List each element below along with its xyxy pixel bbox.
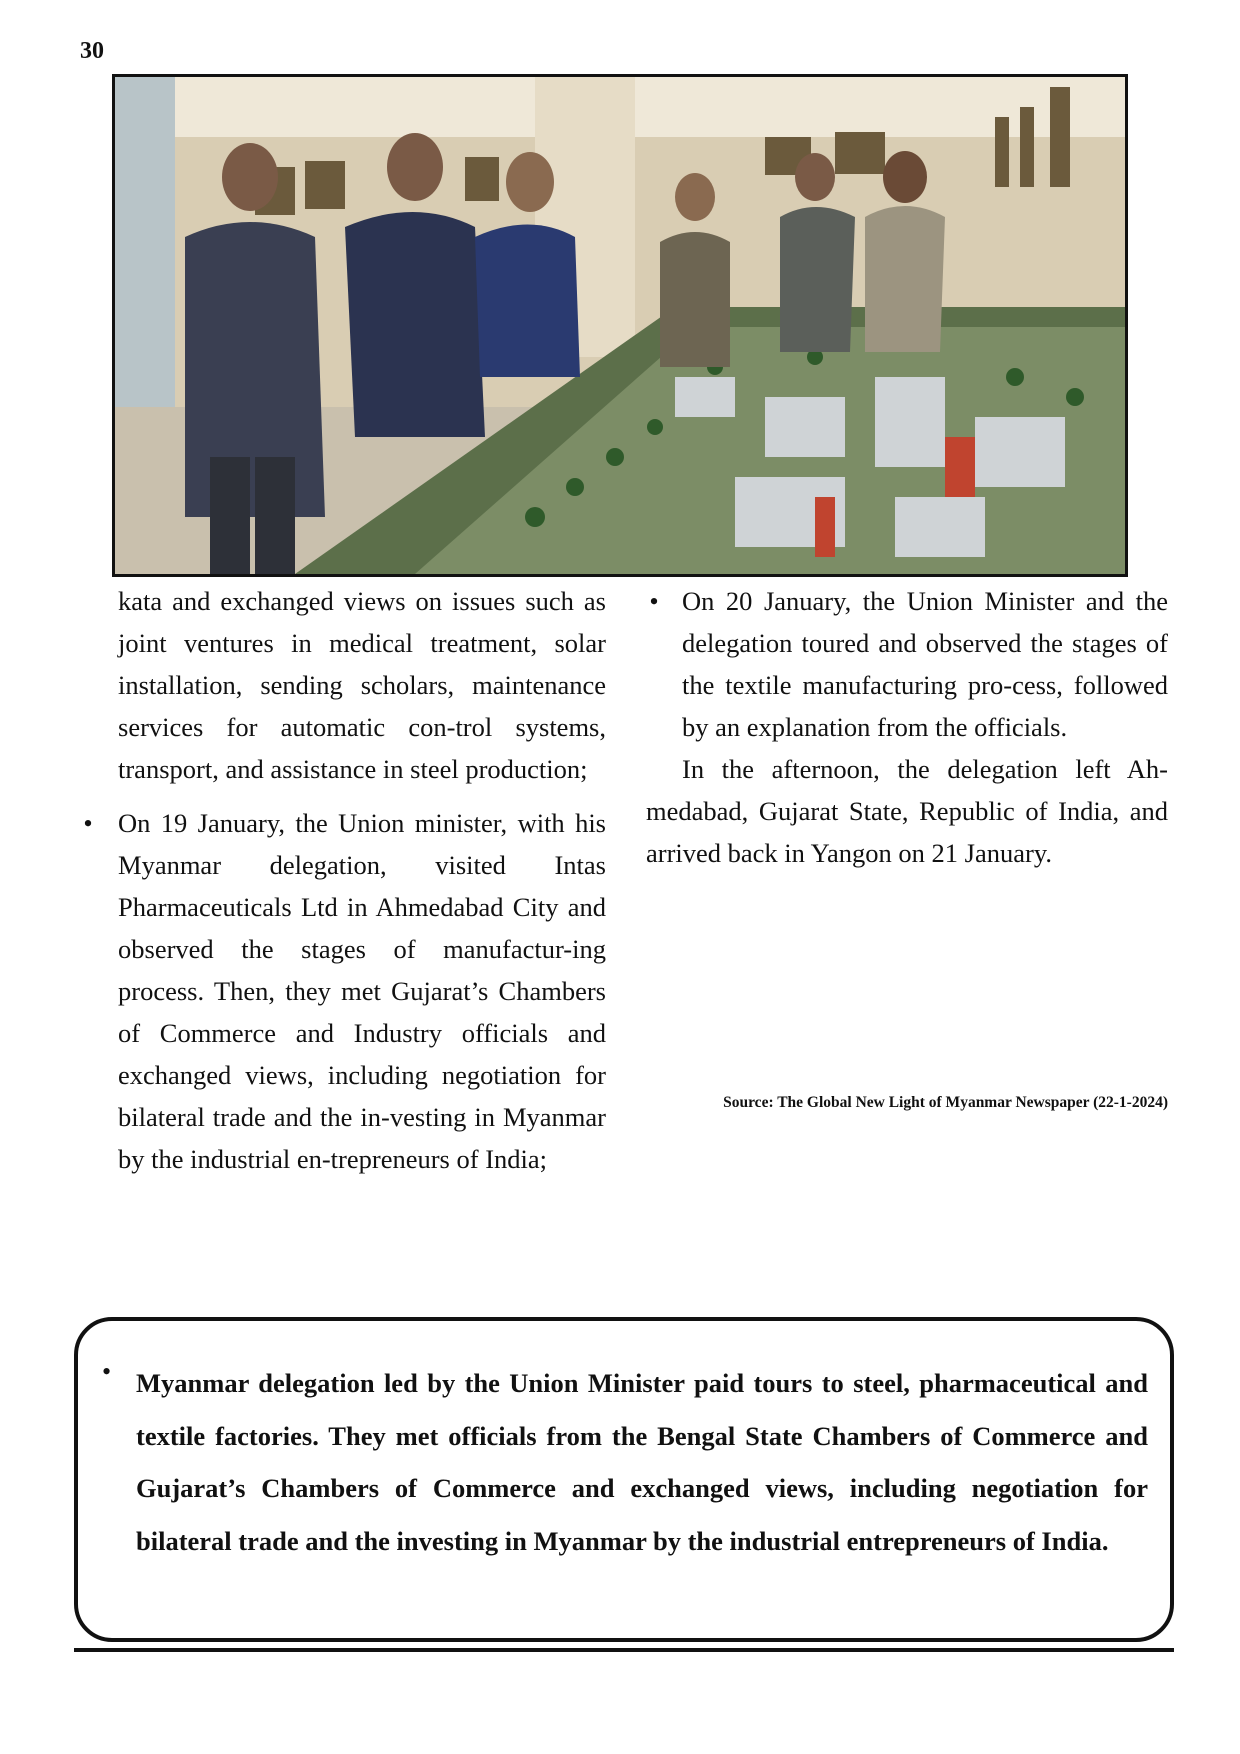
right-column (646, 580, 1168, 874)
left-column (83, 580, 606, 1180)
summary-text: Myanmar delegation led by the Union Minister paid tours to steel, pharmaceutical and textile factories. They met officials from the Bengal State Chambers of Commerce and Gujarat’s Chambers of Commerce and exchanged views, including negotiation for bilateral trade and the investing in Myanmar by the industrial entrepreneurs of India. (136, 1368, 1148, 1556)
bullet-icon: • (102, 1357, 112, 1386)
source-citation: Source: The Global New Light of Myanmar Newspaper (22-1-2024) (723, 1094, 1168, 1111)
bullet-icon: • (83, 808, 93, 838)
afternoon-paragraph: In the afternoon, the delegation left Ah-medabad, Gujarat State, Republic of India, and arrived back in Yangon on 21 January. (646, 754, 1168, 868)
left-continuation-paragraph: kata and exchanged views on issues such as joint ventures in medical treatment, solar installation, sending scholars, maintenance services for automatic con-trol systems, transport, and assistance in steel production; (118, 586, 606, 784)
bullet-text-19-january: On 19 January, the Union minister, with his Myanmar delegation, visited Intas Pharmaceuticals Ltd in Ahmedabad City and observed the stages of manufactur-ing process. Then, they met Gujarat’s Chambers of Commerce and Industry officials and exchanged views, including negotiation for bilateral trade and the in-vesting in Myanmar by the industrial en-trepreneurs of India; (118, 808, 606, 1174)
bullet-item-20-january (646, 580, 1168, 748)
photo-illustration (115, 77, 1125, 574)
footer-divider (74, 1648, 1174, 1652)
delegation-photo (112, 74, 1128, 577)
bullet-item-19-january (83, 802, 606, 1180)
summary-box (74, 1317, 1174, 1642)
page-number: 30 (80, 38, 104, 64)
bullet-text-20-january: On 20 January, the Union Minister and the delegation toured and observed the stages of the textile manufacturing pro-cess, followed by an explanation from the officials. (682, 586, 1168, 742)
bullet-icon: • (649, 586, 659, 616)
